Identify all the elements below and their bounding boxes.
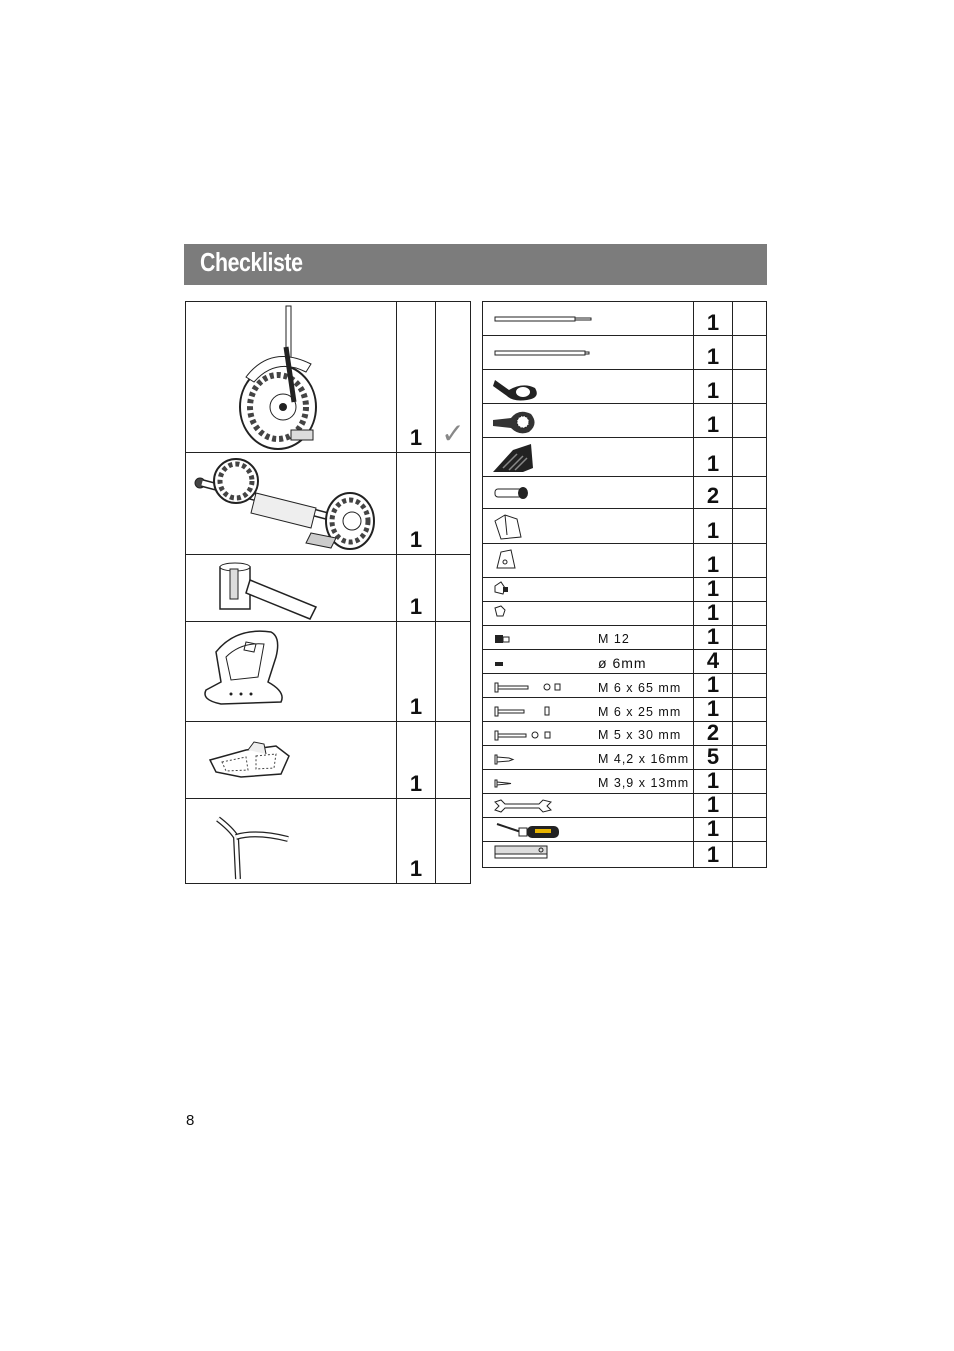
checkbox-cell[interactable] [733,842,767,868]
quantity-label: 1 [706,816,720,841]
front-wheel-icon [186,302,396,452]
quantity-label: 1 [409,856,423,881]
part-image-frame-connector [186,555,397,622]
cap-nut-icon [483,578,693,599]
quantity-label: 1 [706,378,720,403]
footrest-icon [186,722,396,798]
checkmark-icon: ✓ [441,417,465,450]
checkbox-cell[interactable] [733,722,767,746]
table-row [483,698,767,722]
checkbox-cell[interactable] [733,578,767,602]
short-rod-icon [483,336,693,368]
checkbox-cell[interactable] [733,336,767,370]
table-row [483,650,767,674]
part-image-front-wheel [186,302,397,453]
quantity-label: 5 [706,744,720,769]
quantity-label: 1 [706,412,720,437]
screw-icon [483,749,523,769]
part-image-rear-axle [186,453,397,555]
lock-nut-icon [483,629,523,649]
page-number: 8 [186,1112,195,1129]
checkbox-cell[interactable] [733,626,767,650]
handle-grip-icon [483,477,693,507]
quantity-label: 1 [706,344,720,369]
checkbox-cell[interactable] [733,302,767,336]
part-image-seat [186,622,397,722]
handlebar-icon [186,799,396,883]
section-header [184,244,767,285]
quantity-label: 1 [706,672,720,697]
cover-cap-small-icon [483,544,693,576]
checkbox-cell[interactable] [733,544,767,578]
quantity-label: 2 [706,720,720,745]
checkbox-cell[interactable] [733,602,767,626]
quantity-label: 1 [706,451,720,476]
table-row [483,578,767,602]
quantity-label: 1 [706,600,720,625]
quantity-label: 1 [706,768,720,793]
checkbox-cell[interactable] [436,555,471,622]
checkbox-cell[interactable] [733,477,767,509]
seat-bracket-icon [483,438,693,476]
table-row [483,842,767,868]
quantity-label: 1 [706,624,720,649]
wrench-icon [483,794,693,816]
checkbox-cell[interactable] [436,453,471,555]
table-row [186,302,471,453]
table-row [186,799,471,884]
table-row [483,404,767,438]
part-spec: M 5 x 30 mm [598,728,682,742]
quantity-label: 1 [409,527,423,552]
seat-icon [186,622,396,720]
checkbox-cell[interactable] [733,650,767,674]
frame-connector-icon [186,555,396,621]
table-row [483,438,767,477]
bolt-icon [483,701,573,721]
checkbox-cell[interactable] [733,698,767,722]
cover-cap-large-icon [483,509,693,542]
part-spec: M 12 [598,632,630,646]
part-spec: M 6 x 25 mm [598,705,682,719]
checkbox-cell[interactable] [733,509,767,544]
quantity-label: 2 [706,483,720,508]
checkbox-cell[interactable] [733,818,767,842]
hex-key-icon [483,842,693,866]
checkbox-cell[interactable] [733,404,767,438]
checkbox-cell[interactable] [436,722,471,799]
checkbox-cell[interactable] [733,438,767,477]
steering-clamp-icon [483,370,693,402]
small-parts-table [482,301,767,868]
table-row [483,626,767,650]
quantity-label: 1 [706,552,720,577]
table-row [483,818,767,842]
table-row [483,722,767,746]
rear-axle-icon [186,453,396,553]
quantity-label: 1 [706,792,720,817]
large-parts-table [185,301,471,884]
part-spec: M 3,9 x 13mm [598,776,690,790]
table-row [483,602,767,626]
quantity-label: 1 [706,576,720,601]
hub-cover-icon [483,404,693,436]
table-row [483,370,767,404]
checkbox-cell[interactable] [436,622,471,722]
quantity-label: 1 [706,696,720,721]
long-rod-icon [483,302,693,334]
table-row [186,555,471,622]
table-row [483,794,767,818]
part-spec: M 6 x 65 mm [598,681,682,695]
checkbox-cell[interactable] [733,674,767,698]
checkbox-cell[interactable] [733,746,767,770]
checkbox-cell[interactable] [733,794,767,818]
quantity-label: 1 [706,518,720,543]
table-row [483,544,767,578]
part-image-handlebar [186,799,397,884]
quantity-label: 1 [706,310,720,335]
washer-icon [483,653,523,673]
quantity-label: 1 [409,594,423,619]
table-row [186,622,471,722]
table-row [483,509,767,544]
table-row [483,336,767,370]
part-image-footrest [186,722,397,799]
bolt-icon [483,677,573,697]
quantity-label: 1 [706,842,720,867]
screw-icon [483,773,523,793]
table-row [186,722,471,799]
page-title: Checkliste [200,247,303,277]
bushing-icon [483,602,693,622]
table-row [483,746,767,770]
table-row [483,477,767,509]
quantity-label: 1 [409,425,423,450]
checkbox-cell[interactable] [436,302,471,453]
quantity-label: 4 [706,648,720,673]
checkbox-cell[interactable] [733,770,767,794]
screwdriver-icon [483,818,693,839]
part-spec: ø 6mm [598,655,647,671]
part-spec: M 4,2 x 16mm [598,752,690,766]
table-row [483,302,767,336]
table-row [483,674,767,698]
table-row [186,453,471,555]
bolt-icon [483,725,573,745]
table-row [483,770,767,794]
checkbox-cell[interactable] [733,370,767,404]
quantity-label: 1 [409,771,423,796]
quantity-label: 1 [409,694,423,719]
checkbox-cell[interactable] [436,799,471,884]
